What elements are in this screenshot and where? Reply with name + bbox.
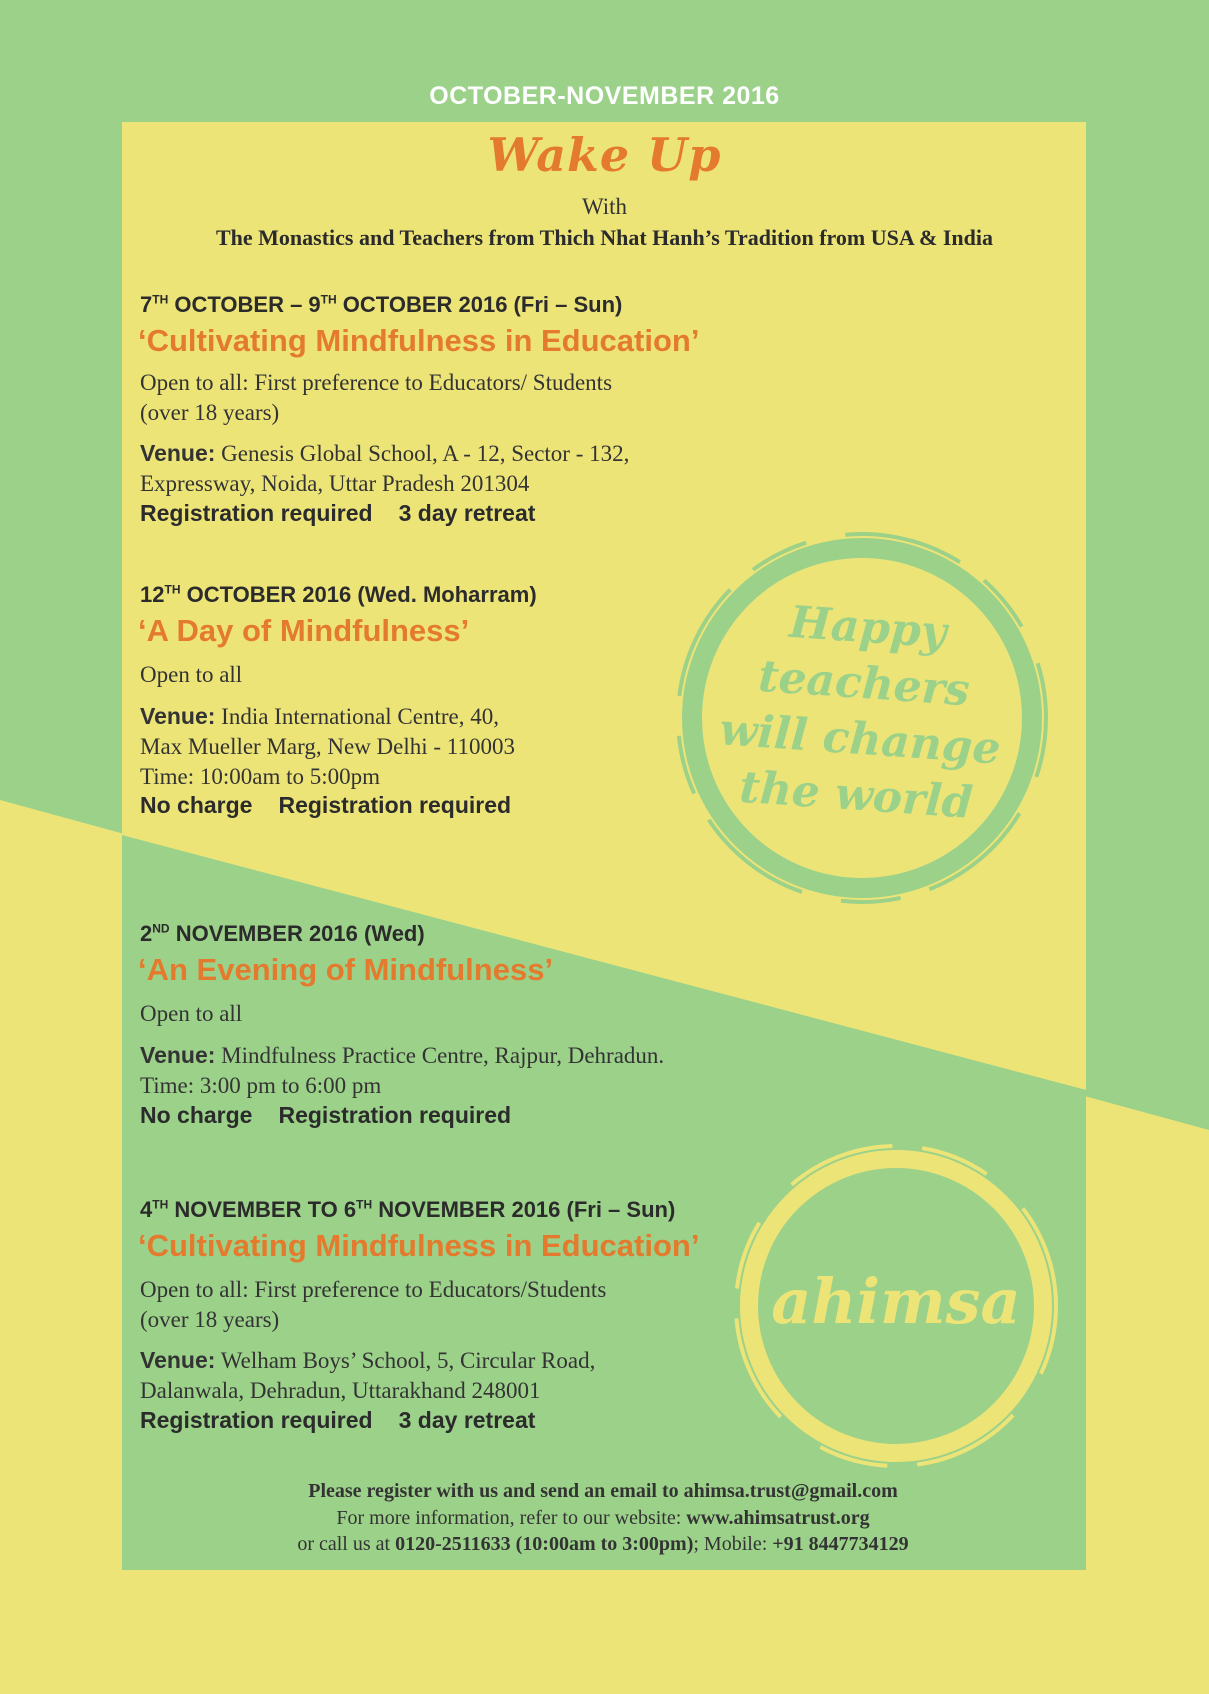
footer-website-link[interactable]: www.ahimsatrust.org bbox=[686, 1507, 870, 1529]
with-label: With bbox=[581, 194, 628, 219]
event-3-title: ‘An Evening of Mindfulness’ bbox=[138, 952, 554, 987]
event-2-audience: Open to all bbox=[140, 662, 243, 687]
teachers-badge-line-3: will change bbox=[717, 704, 1003, 775]
footer-call-line: or call us at 0120-2511633 (10:00am to 3:00pm); Mobile: +91 8447734129 bbox=[297, 1533, 909, 1555]
period-header: OCTOBER-NOVEMBER 2016 bbox=[429, 82, 780, 110]
footer-register: Please register with us and send an email to ahimsa.trust@gmail.com bbox=[308, 1480, 898, 1502]
event-3-venue: Venue: Mindfulness Practice Centre, Rajpur, Dehradun. Time: 3:00 pm to 6:00 pm bbox=[140, 1042, 665, 1098]
event-4-audience: Open to all: First preference to Educators/Students (over 18 years) bbox=[140, 1277, 607, 1332]
event-4-title: ‘Cultivating Mindfulness in Education’ bbox=[138, 1228, 700, 1263]
event-3-date: 2ND NOVEMBER 2016 (Wed) bbox=[140, 921, 425, 946]
event-2-title: ‘A Day of Mindfulness’ bbox=[138, 613, 470, 648]
event-2-tags: No charge Registration required bbox=[140, 792, 512, 818]
event-4-venue: Venue: Welham Boys’ School, 5, Circular Road, Dalanwala, Dehradun, Uttarakhand 248001 bbox=[140, 1347, 596, 1403]
teachers-badge bbox=[685, 588, 1040, 835]
event-2-venue: Venue: India International Centre, 40, Max Mueller Marg, New Delhi - 110003 Time: 10:00am to 5:00pm bbox=[140, 703, 515, 789]
event-1-date: 7TH OCTOBER – 9TH OCTOBER 2016 (Fri – Sun) bbox=[140, 292, 623, 317]
footer-phone: 0120-2511633 (10:00am to 3:00pm) bbox=[395, 1533, 694, 1555]
footer-website-line: For more information, refer to our website: www.ahimsatrust.org bbox=[336, 1507, 870, 1529]
event-4-date: 4TH NOVEMBER TO 6TH NOVEMBER 2016 (Fri – Sun) bbox=[140, 1197, 676, 1222]
teachers-badge-line-1: Happy bbox=[787, 596, 949, 659]
event-1-audience: Open to all: First preference to Educators/ Students (over 18 years) bbox=[140, 370, 613, 425]
teachers-badge-line-2: teachers bbox=[756, 650, 972, 717]
ahimsa-logo-text: ahimsa bbox=[771, 1265, 1021, 1338]
event-1-tags: Registration required 3 day retreat bbox=[140, 500, 536, 526]
event-4-tags: Registration required 3 day retreat bbox=[140, 1407, 536, 1433]
event-3-tags: No charge Registration required bbox=[140, 1102, 512, 1128]
event-2-date: 12TH OCTOBER 2016 (Wed. Moharram) bbox=[140, 582, 537, 607]
teachers-badge-line-4: the world bbox=[737, 761, 975, 829]
event-3-audience: Open to all bbox=[140, 1001, 243, 1026]
event-1-title: ‘Cultivating Mindfulness in Education’ bbox=[138, 323, 700, 358]
tradition-subtitle: The Monastics and Teachers from Thich Nhat Hanh’s Tradition from USA & India bbox=[215, 225, 994, 250]
wake-up-script-title: Wake Up bbox=[487, 128, 722, 182]
footer-mobile: +91 8447734129 bbox=[772, 1533, 909, 1555]
event-1-venue: Venue: Genesis Global School, A - 12, Sector - 132, Expressway, Noida, Uttar Pradesh 201304 bbox=[140, 440, 630, 496]
